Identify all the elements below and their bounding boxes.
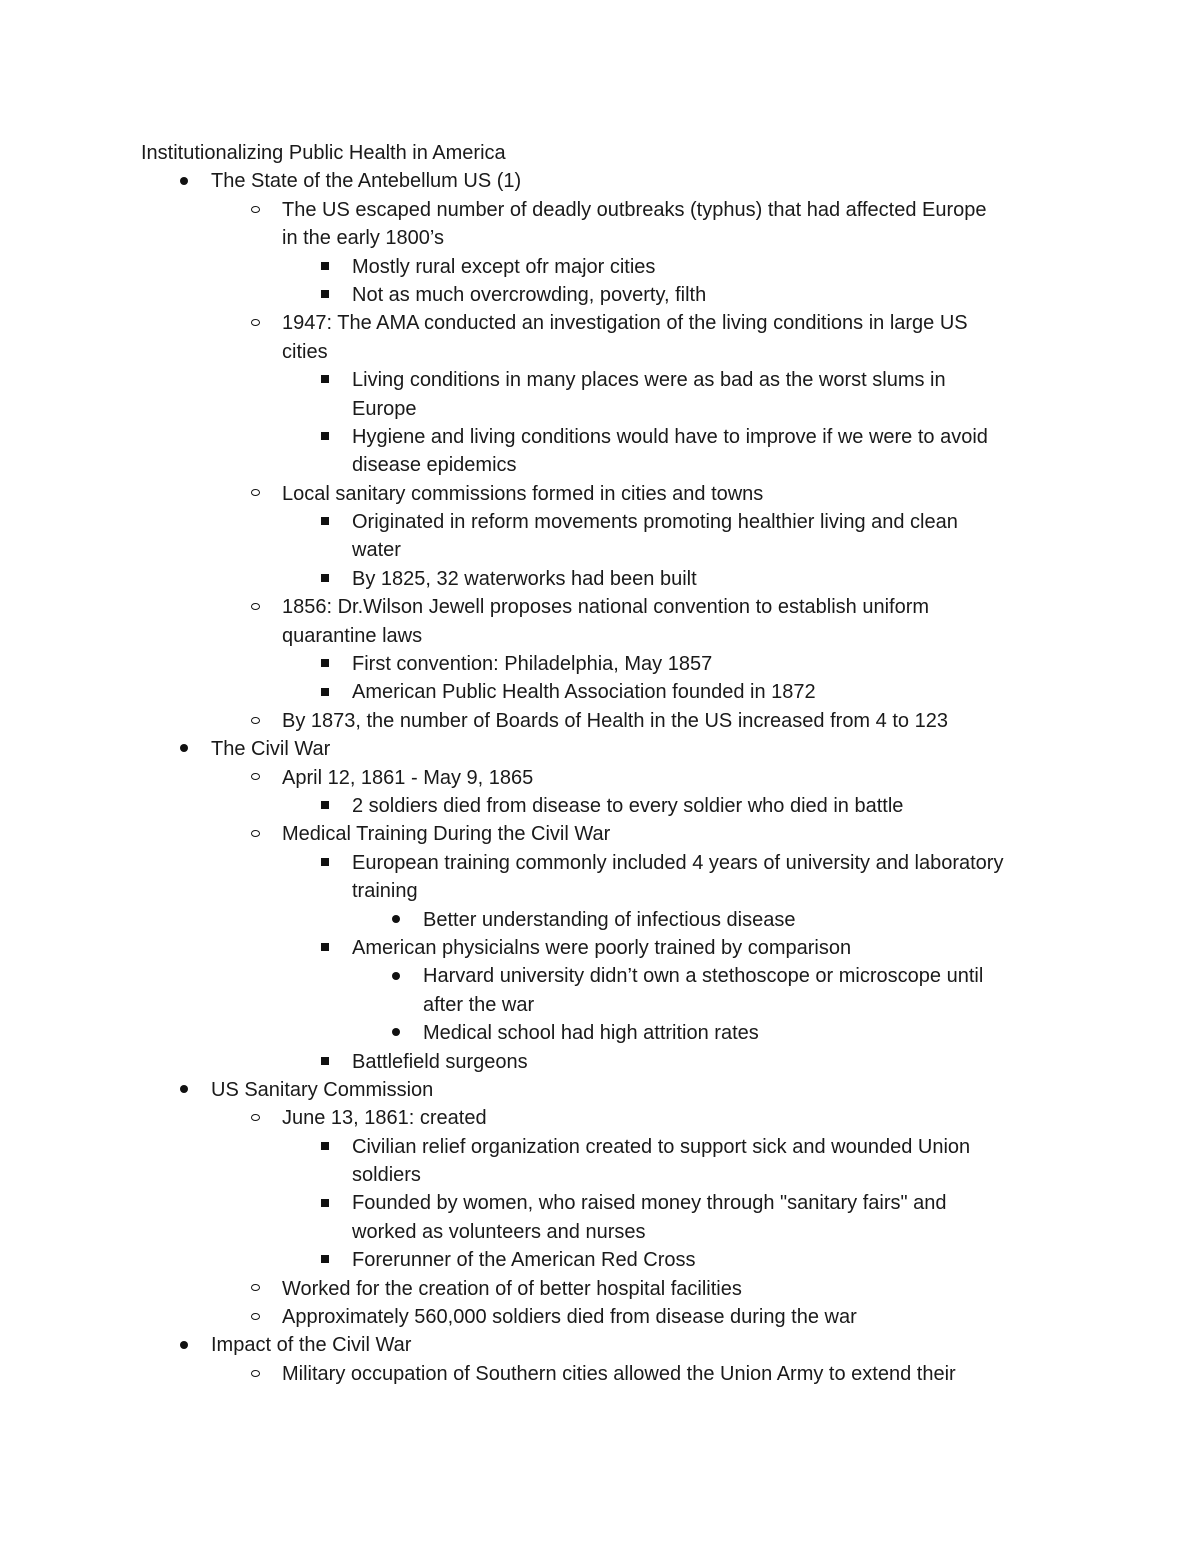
disc-bullet-icon	[172, 167, 196, 195]
outline-item-text: Local sanitary commissions formed in cities and towns	[282, 482, 764, 505]
document-body	[0, 139, 1200, 1388]
outline-item	[0, 764, 1200, 792]
outline-item	[0, 253, 1200, 281]
outline-item	[0, 849, 1200, 877]
circle-bullet-icon	[243, 309, 267, 337]
outline-item	[0, 366, 1200, 394]
outline-item	[0, 281, 1200, 309]
outline-item-text: Approximately 560,000 soldiers died from disease during the war	[282, 1306, 857, 1329]
outline-item	[0, 678, 1200, 706]
outline-item	[0, 707, 1200, 735]
document-title	[0, 139, 1200, 167]
outline-item-text: Better understanding of infectious disease	[423, 908, 796, 931]
square-bullet-icon	[313, 366, 337, 394]
outline-item-text: Harvard university didn’t own a stethoscope or microscope until	[423, 965, 984, 988]
outline-item-text: American physicialns were poorly trained by comparison	[352, 936, 852, 959]
outline-item	[0, 792, 1200, 820]
outline-item-text: disease epidemics	[352, 454, 517, 477]
circle-bullet-icon	[243, 1104, 267, 1132]
outline-item	[0, 338, 1200, 366]
outline-item	[0, 991, 1200, 1019]
outline-item	[0, 224, 1200, 252]
outline-item-text: By 1873, the number of Boards of Health in the US increased from 4 to 123	[282, 709, 948, 732]
outline-item-text: Impact of the Civil War	[211, 1334, 412, 1357]
outline-item	[0, 1360, 1200, 1388]
outline-item	[0, 1303, 1200, 1331]
outline-item	[0, 451, 1200, 479]
outline-item-text: Founded by women, who raised money through "sanitary fairs" and	[352, 1192, 947, 1215]
outline-item-text: Mostly rural except ofr major cities	[352, 255, 656, 278]
outline-item-text: The US escaped number of deadly outbreaks (typhus) that had affected Europe	[282, 198, 987, 221]
outline-item-text: 1947: The AMA conducted an investigation of the living conditions in large US	[282, 312, 968, 335]
outline-item-text: Forerunner of the American Red Cross	[352, 1249, 696, 1272]
outline-item	[0, 593, 1200, 621]
outline-item-text: European training commonly included 4 years of university and laboratory	[352, 851, 1004, 874]
outline-item	[0, 1275, 1200, 1303]
square-bullet-icon	[313, 1189, 337, 1217]
outline-item-text: American Public Health Association founded in 1872	[352, 681, 816, 704]
square-bullet-icon	[313, 508, 337, 536]
disc-bullet-icon	[172, 1331, 196, 1359]
outline-item-text: Hygiene and living conditions would have to improve if we were to avoid	[352, 425, 988, 448]
outline-item-text: soldiers	[352, 1164, 421, 1187]
outline-item	[0, 1331, 1200, 1359]
outline-item	[0, 877, 1200, 905]
outline-item	[0, 565, 1200, 593]
outline-item-text: Living conditions in many places were as bad as the worst slums in	[352, 369, 946, 392]
outline-item	[0, 480, 1200, 508]
outline-item	[0, 536, 1200, 564]
outline-item-text: Civilian relief organization created to support sick and wounded Union	[352, 1135, 971, 1158]
square-bullet-icon	[313, 281, 337, 309]
outline-item	[0, 1189, 1200, 1217]
outline-item	[0, 1048, 1200, 1076]
outline-item	[0, 735, 1200, 763]
disc-bullet-icon	[384, 906, 408, 934]
square-bullet-icon	[313, 423, 337, 451]
outline-item-text: Europe	[352, 397, 417, 420]
outline-item-text: after the war	[423, 993, 535, 1016]
outline-item-text: First convention: Philadelphia, May 1857	[352, 653, 713, 676]
outline-item	[0, 906, 1200, 934]
outline-item	[0, 1076, 1200, 1104]
outline-item-text: Military occupation of Southern cities allowed the Union Army to extend their	[282, 1362, 956, 1385]
outline-item-text: Institutionalizing Public Health in America	[141, 142, 506, 164]
outline-item-text: Battlefield surgeons	[352, 1050, 528, 1073]
outline-item	[0, 1019, 1200, 1047]
outline-item-text: The State of the Antebellum US (1)	[211, 170, 522, 193]
square-bullet-icon	[313, 565, 337, 593]
outline-item	[0, 820, 1200, 848]
outline-item-text: US Sanitary Commission	[211, 1078, 434, 1101]
square-bullet-icon	[313, 650, 337, 678]
square-bullet-icon	[313, 253, 337, 281]
outline-item	[0, 934, 1200, 962]
circle-bullet-icon	[243, 196, 267, 224]
circle-bullet-icon	[243, 480, 267, 508]
outline-item-text: The Civil War	[211, 738, 331, 761]
outline-item-text: By 1825, 32 waterworks had been built	[352, 567, 697, 590]
square-bullet-icon	[313, 1246, 337, 1274]
circle-bullet-icon	[243, 1275, 267, 1303]
disc-bullet-icon	[172, 1076, 196, 1104]
outline-item	[0, 167, 1200, 195]
disc-bullet-icon	[172, 735, 196, 763]
outline-item	[0, 1161, 1200, 1189]
square-bullet-icon	[313, 849, 337, 877]
circle-bullet-icon	[243, 1303, 267, 1331]
outline-item	[0, 1133, 1200, 1161]
disc-bullet-icon	[384, 962, 408, 990]
outline-item-text: water	[352, 539, 401, 562]
outline-item	[0, 423, 1200, 451]
circle-bullet-icon	[243, 707, 267, 735]
outline-item-text: Worked for the creation of of better hospital facilities	[282, 1277, 742, 1300]
circle-bullet-icon	[243, 820, 267, 848]
square-bullet-icon	[313, 1133, 337, 1161]
square-bullet-icon	[313, 678, 337, 706]
outline-item	[0, 196, 1200, 224]
square-bullet-icon	[313, 792, 337, 820]
circle-bullet-icon	[243, 764, 267, 792]
circle-bullet-icon	[243, 593, 267, 621]
outline-item-text: in the early 1800’s	[282, 227, 444, 250]
disc-bullet-icon	[384, 1019, 408, 1047]
outline-item-text: Medical school had high attrition rates	[423, 1022, 759, 1045]
outline-item	[0, 622, 1200, 650]
outline-item	[0, 309, 1200, 337]
outline-item	[0, 395, 1200, 423]
outline-item-text: June 13, 1861: created	[282, 1107, 487, 1130]
outline-item-text: Originated in reform movements promoting healthier living and clean	[352, 511, 958, 534]
outline-item-text: 1856: Dr.Wilson Jewell proposes national convention to establish uniform	[282, 596, 930, 619]
outline-item	[0, 962, 1200, 990]
outline-item-text: training	[352, 880, 418, 903]
outline-item-text: Medical Training During the Civil War	[282, 823, 611, 846]
outline-item-text: April 12, 1861 - May 9, 1865	[282, 766, 534, 789]
outline-item	[0, 1246, 1200, 1274]
outline-item	[0, 508, 1200, 536]
circle-bullet-icon	[243, 1360, 267, 1388]
outline-item	[0, 1218, 1200, 1246]
outline-item	[0, 650, 1200, 678]
outline-item-text: quarantine laws	[282, 624, 423, 647]
square-bullet-icon	[313, 1048, 337, 1076]
outline-item-text: cities	[282, 340, 328, 363]
square-bullet-icon	[313, 934, 337, 962]
outline-item-text: worked as volunteers and nurses	[352, 1220, 646, 1243]
outline-item	[0, 1104, 1200, 1132]
outline-item-text: Not as much overcrowding, poverty, filth	[352, 283, 707, 306]
outline-item-text: 2 soldiers died from disease to every soldier who died in battle	[352, 794, 904, 817]
